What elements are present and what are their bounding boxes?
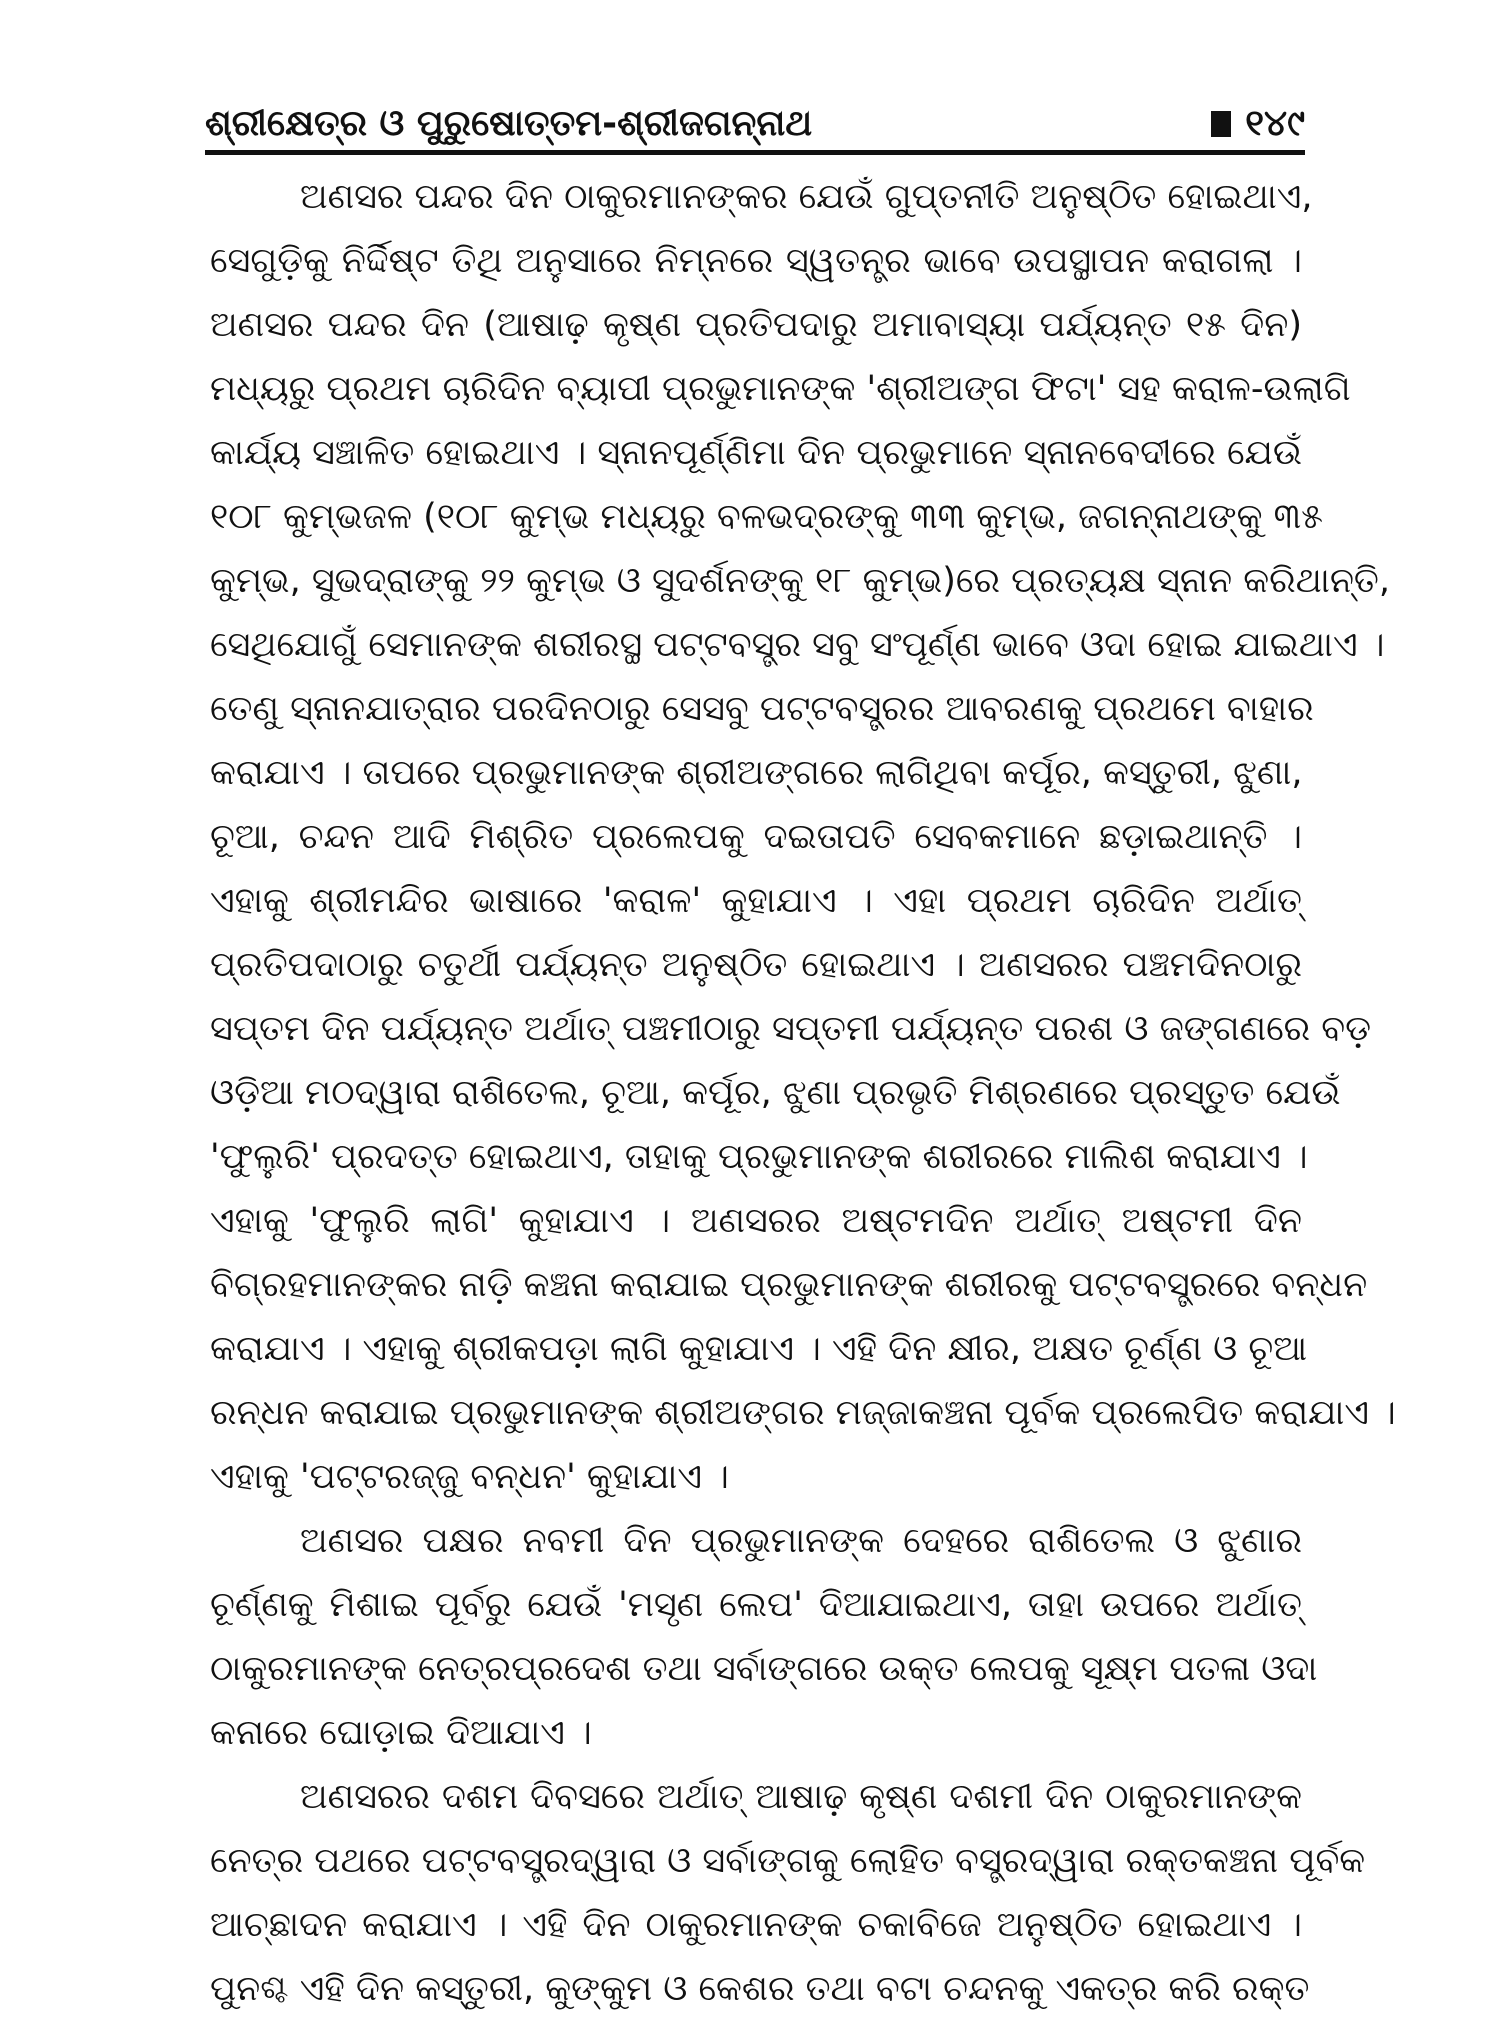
- text-line: ଆଚ୍ଛାଦନ କରାଯାଏ । ଏହି ଦିନ ଠାକୁରମାନଙ୍କ ଚକାବିଜେ ଅନୁଷ୍ଠିତ ହୋଇଥାଏ ।: [210, 1905, 1302, 1945]
- text-line: ମଧ୍ୟରୁ ପ୍ରଥମ ଚାରିଦିନ ବ୍ୟାପୀ ପ୍ରଭୁମାନଙ୍କ 'ଶ୍ରୀଅଙ୍ଗ ଫିଟା' ସହ କରାଳ-ଉଲାଗି: [210, 369, 1351, 409]
- text-line: ସପ୍ତମ ଦିନ ପର୍ଯ୍ୟନ୍ତ ଅର୍ଥାତ୍ ପଞ୍ଚମୀଠାରୁ ସପ୍ତମୀ ପର୍ଯ୍ୟନ୍ତ ପରଶ ଓ ଜଙ୍ଗଣରେ ବଡ଼: [210, 1009, 1372, 1049]
- header-rule: [205, 150, 1305, 155]
- text-line: କାର୍ଯ୍ୟ ସଞ୍ଚାଳିତ ହୋଇଥାଏ । ସ୍ନାନପୂର୍ଣ୍ଣିମା ଦିନ ପ୍ରଭୁମାନେ ସ୍ନାନବେଦୀରେ ଯେଉଁ: [210, 433, 1302, 473]
- square-bullet-icon: [1211, 111, 1231, 137]
- text-line: ଏହାକୁ 'ଫୁଲୁରି ଲାଗି' କୁହାଯାଏ । ଅଣସରର ଅଷ୍ଟମଦିନ ଅର୍ଥାତ୍ ଅଷ୍ଟମୀ ଦିନ: [210, 1201, 1302, 1241]
- text-line: ସେଥିଯୋଗୁଁ ସେମାନଙ୍କ ଶରୀରସ୍ଥ ପଟ୍ଟବସ୍ତ୍ର ସବୁ ସଂପୂର୍ଣ୍ଣ ଭାବେ ଓଦା ହୋଇ ଯାଇଥାଏ ।: [210, 625, 1385, 665]
- text-line: ସେଗୁଡ଼ିକୁ ନିର୍ଦ୍ଦିଷ୍ଟ ତିଥି ଅନୁସାରେ ନିମ୍ନରେ ସ୍ୱତନ୍ତ୍ର ଭାବେ ଉପସ୍ଥାପନ କରାଗଲା ।: [210, 241, 1302, 281]
- text-line: ୧୦୮ କୁମ୍ଭଜଳ (୧୦୮ କୁମ୍ଭ ମଧ୍ୟରୁ ବଳଭଦ୍ରଙ୍କୁ ୩୩ କୁମ୍ଭ, ଜଗନ୍ନାଥଙ୍କୁ ୩୫: [210, 497, 1323, 537]
- body-text: [210, 165, 1396, 2021]
- text-line: ଅଣସରର ଦଶମ ଦିବସରେ ଅର୍ଥାତ୍ ଆଷାଢ଼ କୃଷ୍ଣ ଦଶମୀ ଦିନ ଠାକୁରମାନଙ୍କ: [300, 1777, 1302, 1817]
- text-line: ଅଣସର ପକ୍ଷର ନବମୀ ଦିନ ପ୍ରଭୁମାନଙ୍କ ଦେହରେ ରାଶିତେଲ ଓ ଝୁଣାର: [300, 1521, 1302, 1561]
- text-line: ଅଣସର ପନ୍ଦର ଦିନ ଠାକୁରମାନଙ୍କର ଯେଉଁ ଗୁପ୍ତନୀତି ଅନୁଷ୍ଠିତ ହୋଇଥାଏ,: [300, 177, 1313, 217]
- text-line: ଚୂଆ, ଚନ୍ଦନ ଆଦି ମିଶ୍ରିତ ପ୍ରଲେପକୁ ଦଇତାପତି ସେବକମାନେ ଛଡ଼ାଇଥାନ୍ତି ।: [210, 817, 1302, 857]
- text-line: ଚୂର୍ଣ୍ଣକୁ ମିଶାଇ ପୂର୍ବରୁ ଯେଉଁ 'ମସୃଣ ଲେପ' ଦିଆଯାଇଥାଏ, ତାହା ଉପରେ ଅର୍ଥାତ୍: [210, 1585, 1302, 1625]
- text-line: କନାରେ ଘୋଡ଼ାଇ ଦିଆଯାଏ ।: [210, 1713, 592, 1753]
- text-line: ନେତ୍ର ପଥରେ ପଟ୍ଟବସ୍ତ୍ରଦ୍ୱାରା ଓ ସର୍ବାଙ୍ଗକୁ ଲୋହିତ ବସ୍ତ୍ରଦ୍ୱାରା ରକ୍ତକଞ୍ଚନା ପୂର୍ବକ: [210, 1841, 1366, 1881]
- text-line: ପୁନଶ୍ଚ ଏହି ଦିନ କସ୍ତୁରୀ, କୁଙ୍କୁମ ଓ କେଶର ତଥା ବଟା ଚନ୍ଦନକୁ ଏକତ୍ର କରି ରକ୍ତ: [210, 1969, 1310, 2009]
- text-line: କରାଯାଏ । ଏହାକୁ ଶ୍ରୀକପଡ଼ା ଲାଗି କୁହାଯାଏ । ଏହି ଦିନ କ୍ଷୀର, ଅକ୍ଷତ ଚୂର୍ଣ୍ଣ ଓ ଚୂଆ: [210, 1329, 1308, 1369]
- text-line: କୁମ୍ଭ, ସୁଭଦ୍ରାଙ୍କୁ ୨୨ କୁମ୍ଭ ଓ ସୁଦର୍ଶନଙ୍କୁ ୧୮ କୁମ୍ଭ)ରେ ପ୍ରତ୍ୟକ୍ଷ ସ୍ନାନ କରିଥାନ୍ତି,: [210, 561, 1391, 601]
- text-line: ଓଡ଼ିଆ ମଠଦ୍ୱାରା ରାଶିତେଲ, ଚୂଆ, କର୍ପୂର, ଝୁଣା ପ୍ରଭୃତି ମିଶ୍ରଣରେ ପ୍ରସ୍ତୁତ ଯେଉଁ: [210, 1073, 1341, 1113]
- running-title: ଶ୍ରୀକ୍ଷେତ୍ର ଓ ପୁରୁଷୋତ୍ତମ-ଶ୍ରୀଜଗନ୍ନାଥ: [205, 103, 813, 144]
- text-line: 'ଫୁଲୁରି' ପ୍ରଦତ୍ତ ହୋଇଥାଏ, ତାହାକୁ ପ୍ରଭୁମାନଙ୍କ ଶରୀରରେ ମାଲିଶ କରାଯାଏ ।: [210, 1137, 1308, 1177]
- text-line: କରାଯାଏ । ତାପରେ ପ୍ରଭୁମାନଙ୍କ ଶ୍ରୀଅଙ୍ଗରେ ଲାଗିଥିବା କର୍ପୂର, କସ୍ତୁରୀ, ଝୁଣା,: [210, 753, 1303, 793]
- running-header: [205, 98, 1305, 150]
- text-line: ପ୍ରତିପଦାଠାରୁ ଚତୁର୍ଥୀ ପର୍ଯ୍ୟନ୍ତ ଅନୁଷ୍ଠିତ ହୋଇଥାଏ । ଅଣସରର ପଞ୍ଚମଦିନଠାରୁ: [210, 945, 1302, 985]
- text-line: ଏହାକୁ 'ପଟ୍ଟରଜ୍ଜୁ ବନ୍ଧନ' କୁହାଯାଏ ।: [210, 1457, 729, 1497]
- page-number-block: [1211, 98, 1305, 150]
- text-line: ଅଣସର ପନ୍ଦର ଦିନ (ଆଷାଢ଼ କୃଷ୍ଣ ପ୍ରତିପଦାରୁ ଅମାବାସ୍ୟା ପର୍ଯ୍ୟନ୍ତ ୧୫ ଦିନ): [210, 305, 1302, 345]
- text-line: ରନ୍ଧନ କରାଯାଇ ପ୍ରଭୁମାନଙ୍କ ଶ୍ରୀଅଙ୍ଗର ମଜ୍ଜାକଞ୍ଚନା ପୂର୍ବକ ପ୍ରଲେପିତ କରାଯାଏ ।: [210, 1393, 1396, 1433]
- text-line: ଠାକୁରମାନଙ୍କ ନେତ୍ରପ୍ରଦେଶ ତଥା ସର୍ବାଙ୍ଗରେ ଉକ୍ତ ଲେପକୁ ସୂକ୍ଷ୍ମ ପତଳା ଓଦା: [210, 1649, 1318, 1689]
- page-number: ୧୪୯: [1245, 103, 1305, 144]
- text-line: ତେଣୁ ସ୍ନାନଯାତ୍ରାର ପରଦିନଠାରୁ ସେସବୁ ପଟ୍ଟବସ୍ତ୍ରର ଆବରଣକୁ ପ୍ରଥମେ ବାହାର: [210, 689, 1314, 729]
- text-line: ବିଗ୍ରହମାନଙ୍କର ନାଡ଼ି କଞ୍ଚନା କରାଯାଇ ପ୍ରଭୁମାନଙ୍କ ଶରୀରକୁ ପଟ୍ଟବସ୍ତ୍ରରେ ବନ୍ଧନ: [210, 1265, 1368, 1305]
- text-line: ଏହାକୁ ଶ୍ରୀମନ୍ଦିର ଭାଷାରେ 'କରାଳ' କୁହାଯାଏ । ଏହା ପ୍ରଥମ ଚାରିଦିନ ଅର୍ଥାତ୍: [210, 881, 1302, 921]
